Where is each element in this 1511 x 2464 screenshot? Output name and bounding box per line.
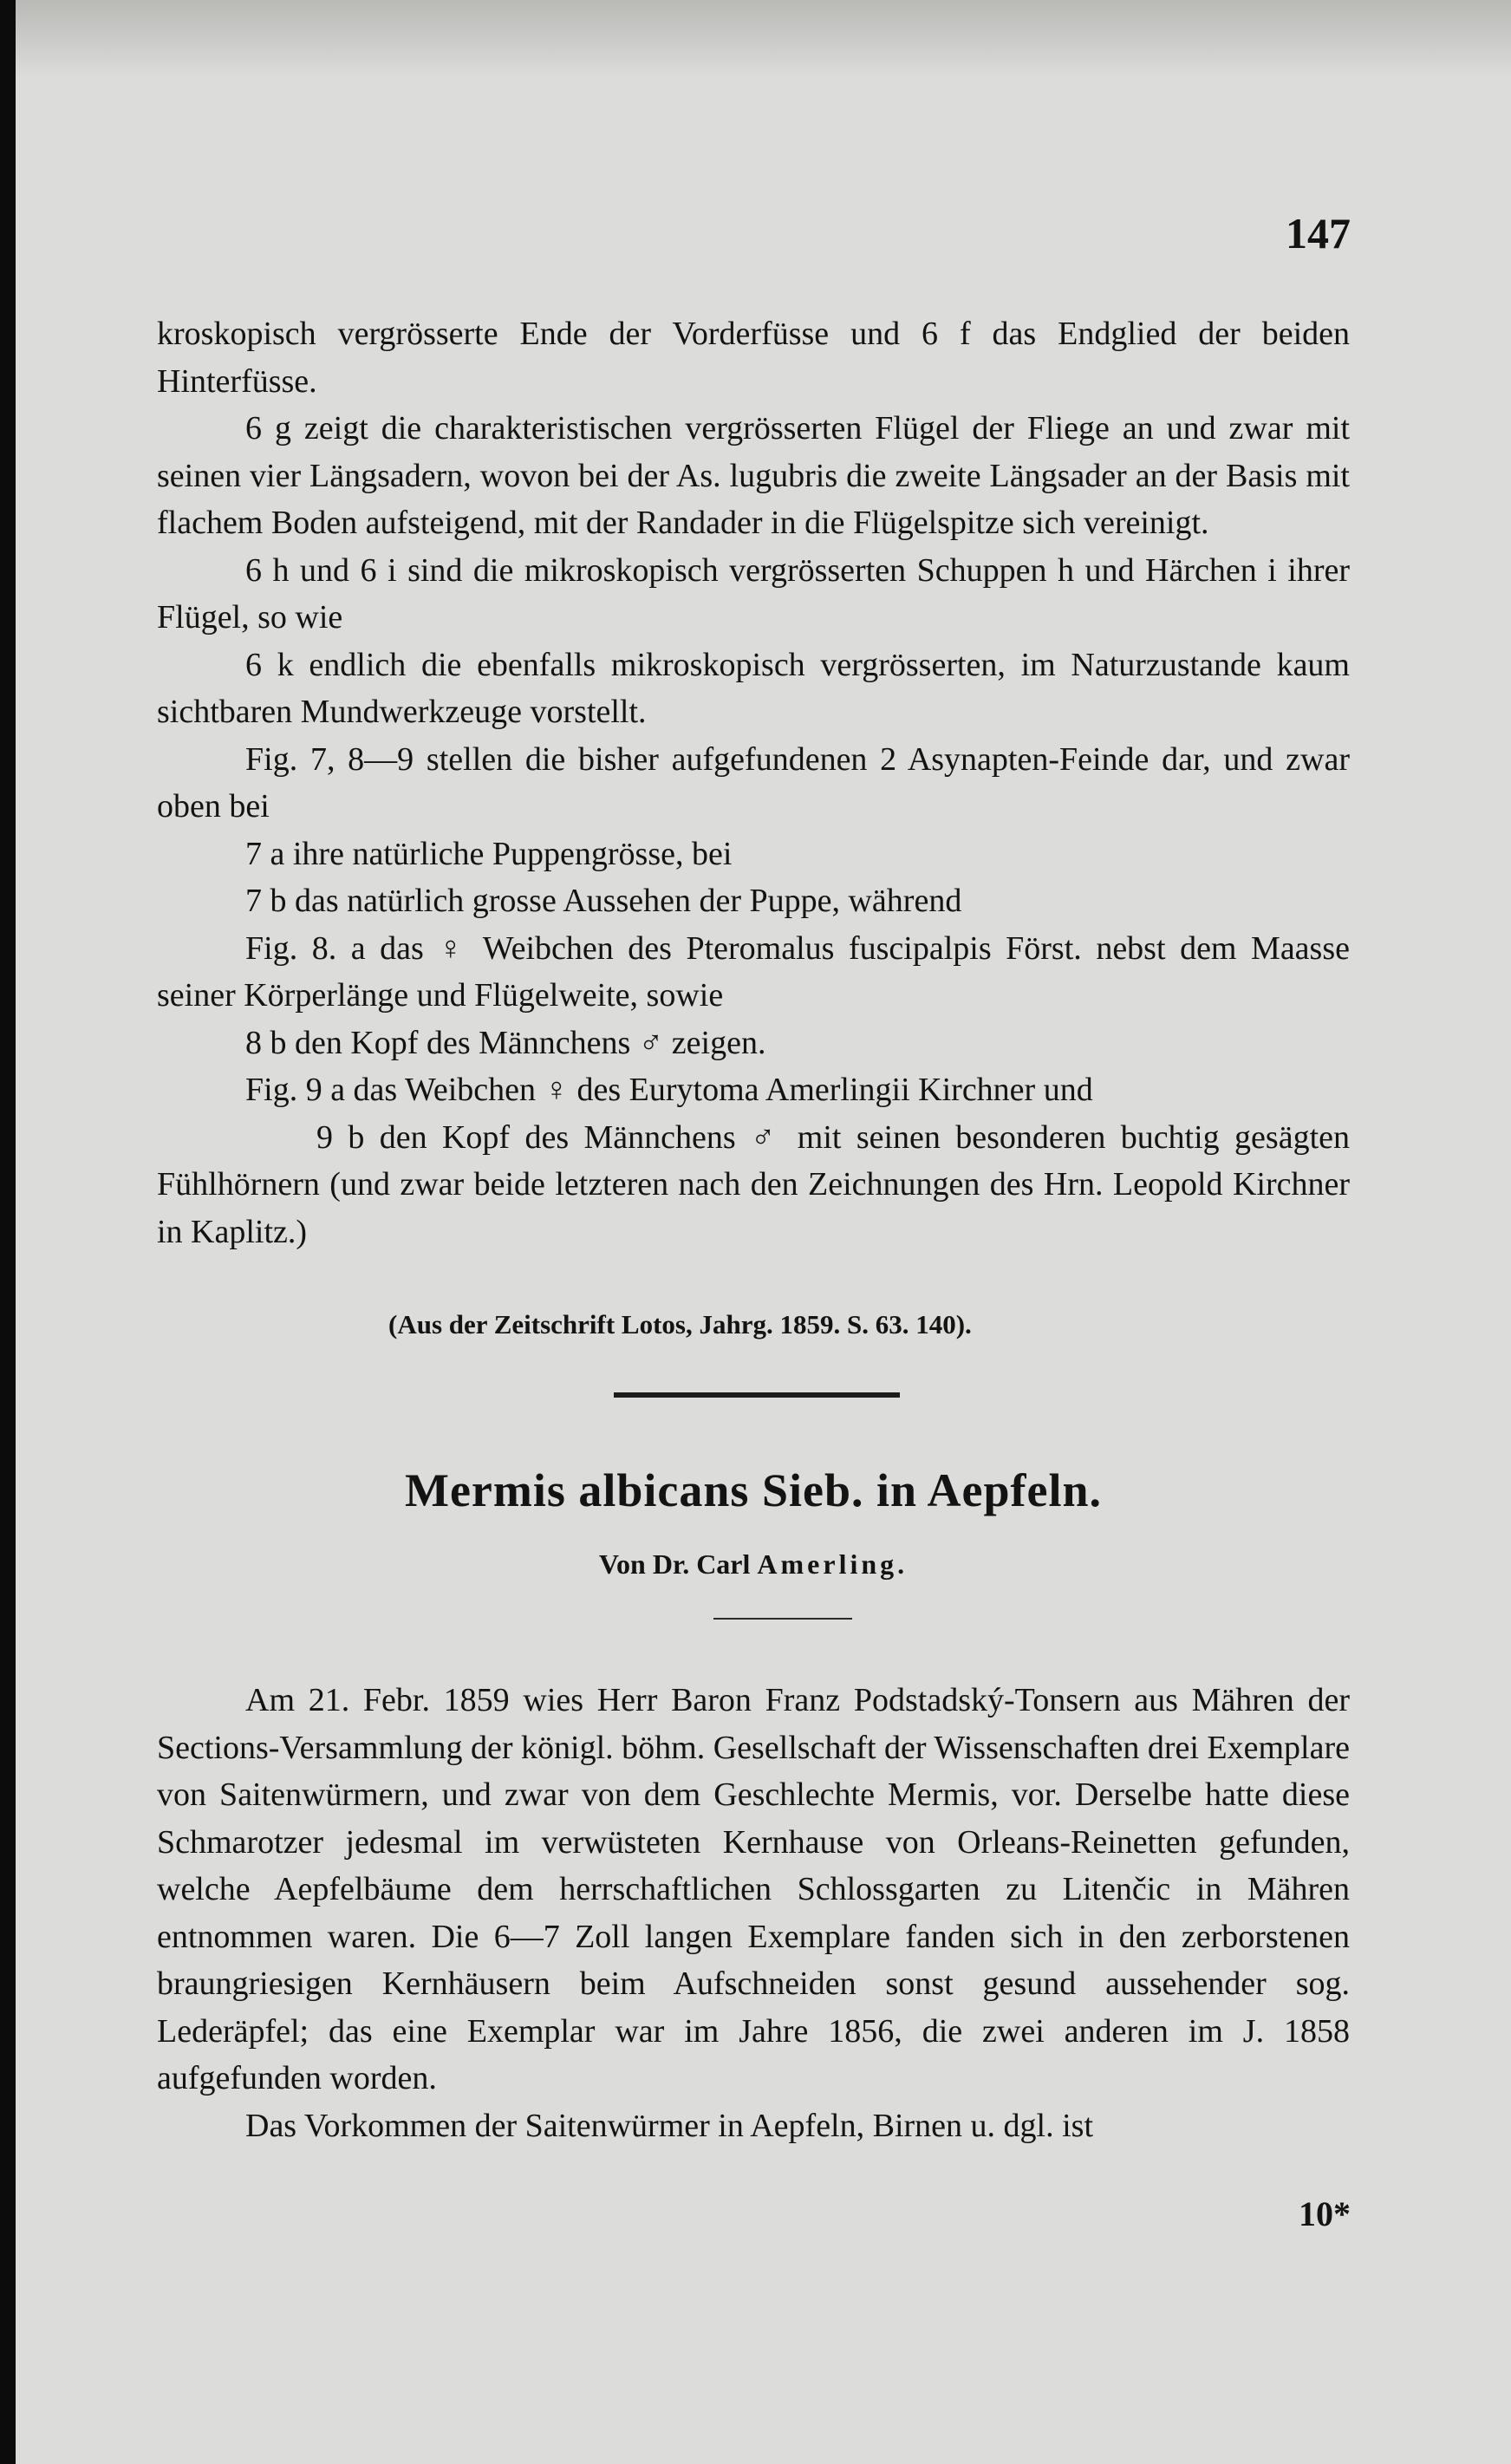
article-author — [157, 1548, 1350, 1581]
section-divider — [614, 1392, 900, 1398]
page-number: 147 — [1286, 209, 1351, 257]
page-left-edge — [0, 0, 16, 2464]
paragraph: Fig. 8. a das ♀ Weibchen des Pteromalus fuscipalpis Först. nebst dem Maasse seiner Körperlänge und Flügelweite, sowie — [157, 929, 1350, 1014]
paragraph: 7 b das natürlich grosse Aussehen der Puppe, während — [245, 883, 962, 919]
paragraph: 9 b den Kopf des Männchens ♂ mit seinen besonderen buchtig gesägten Fühlhörnern (und zwar beide letzteren nach den Zeichnungen des Hrn. Leopold Kirchner in Kaplitz.) — [157, 1118, 1350, 1250]
paragraph: 7 a ihre natürliche Puppengrösse, bei — [245, 835, 733, 872]
paragraph: Am 21. Febr. 1859 wies Herr Baron Franz Podstadský-Tonsern aus Mähren der Sections-Versammlung der königl. böhm. Gesellschaft der Wissenschaften drei Exemplare von Saitenwürmern, und zwar von dem Geschlechte Mermis, vor. Derselbe hatte diese Schmarotzer jedesmal im verwüsteten Kernhause von Orleans-Reinetten gefunden, welche Aepfelbäume dem herrschaftlichen Schlossgarten zu Litenčic in Mähren entnommen waren. Die 6—7 Zoll langen Exemplare fanden sich in den zerborstenen braungriesigen Kernhäusern beim Aufschneiden sonst gesund aussehender sog. Lederäpfel; das eine Exemplar war im Jahre 1856, die zwei anderen im J. 1858 aufgefunden worden. — [157, 1682, 1350, 2096]
paragraph: Fig. 7, 8—9 stellen die bisher aufgefundenen 2 Asynapten-Feinde dar, und zwar oben bei — [157, 740, 1350, 825]
article-title: Mermis albicans Sieb. in Aepfeln. — [404, 1464, 1103, 1516]
paragraph: Das Vorkommen der Saitenwürmer in Aepfeln, Birnen u. dgl. ist — [245, 2107, 1093, 2144]
author-name: Amerling. — [757, 1548, 909, 1580]
source-citation: (Aus der Zeitschrift Lotos, Jahrg. 1859. S. 63. 140). — [388, 1309, 972, 1340]
article-body — [157, 1677, 1350, 2149]
paragraph: 6 h und 6 i sind die mikroskopisch vergrösserten Schuppen h und Härchen i ihrer Flügel, so wie — [157, 551, 1350, 636]
paragraph: 8 b den Kopf des Männchens ♂ zeigen. — [245, 1024, 766, 1061]
paragraph: 6 k endlich die ebenfalls mikroskopisch vergrösserten, im Naturzustande kaum sichtbaren Mundwerkzeuge vorstellt. — [157, 646, 1350, 730]
scanned-page — [16, 0, 1511, 2464]
paragraph: Fig. 9 a das Weibchen ♀ des Eurytoma Amerlingii Kirchner und — [245, 1072, 1093, 1108]
paragraph: kroskopisch vergrösserte Ende der Vorderfüsse und 6 f das Endglied der beiden Hinterfüsse. — [157, 316, 1350, 400]
title-underline — [713, 1618, 852, 1620]
scan-shadow — [16, 0, 1511, 78]
sheet-signature: 10* — [1299, 2194, 1351, 2233]
author-prefix: Von Dr. Carl — [598, 1548, 751, 1580]
paragraph: 6 g zeigt die charakteristischen vergrösserten Flügel der Fliege an und zwar mit seinen vier Längsadern, wovon bei der As. lugubris die zweite Längsader an der Basis mit flachem Boden aufsteigend, mit der Randader in die Flügelspitze sich vereinigt. — [157, 410, 1350, 541]
figure-description-text — [157, 310, 1350, 1255]
